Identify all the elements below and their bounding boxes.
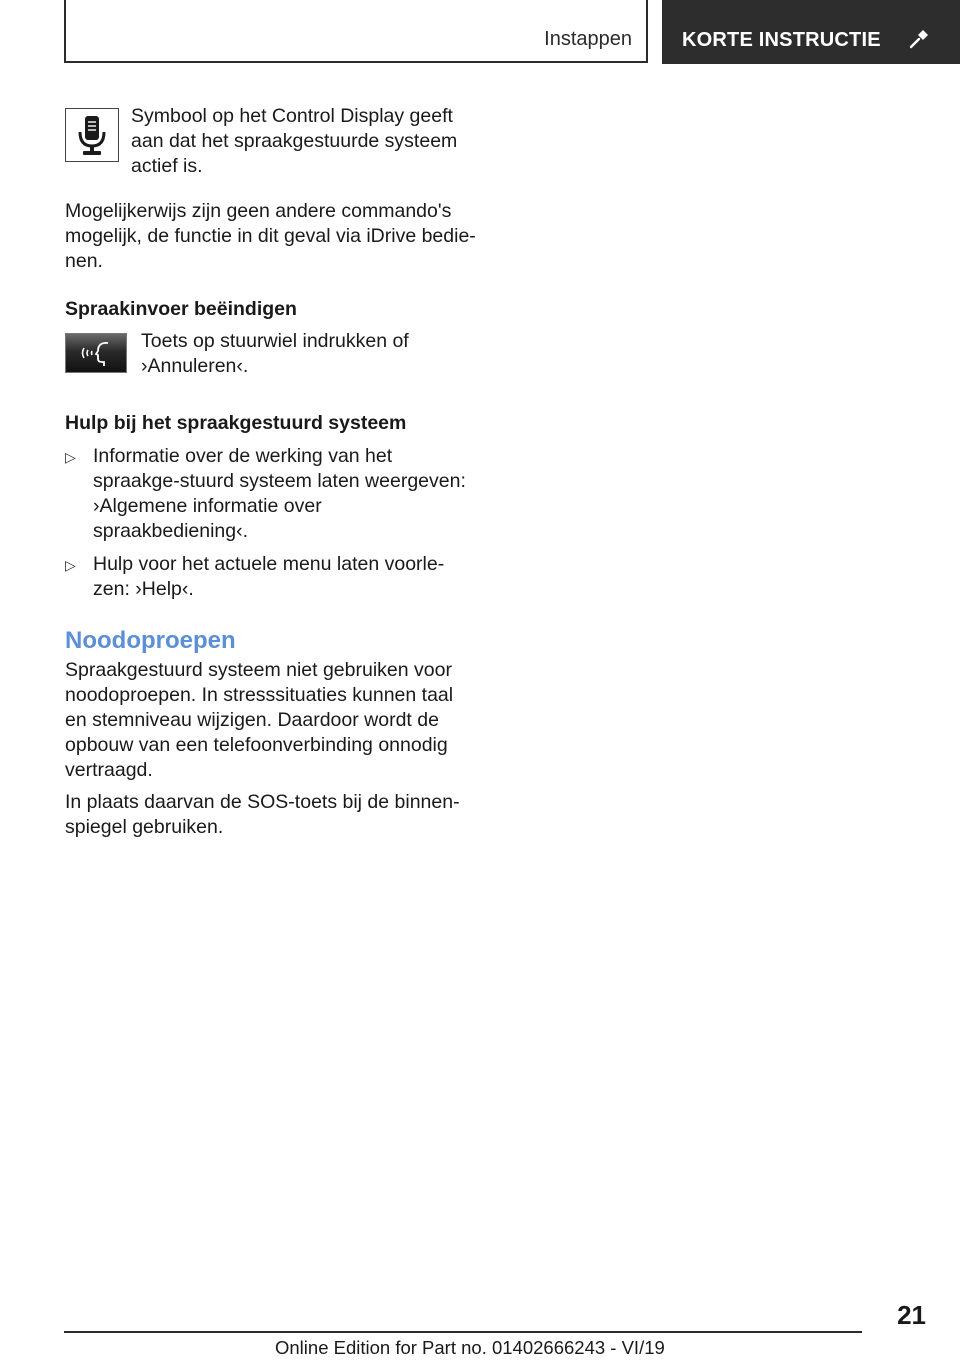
footer-edition: Online Edition for Part no. 01402666243 - VI/19 [275, 1337, 665, 1358]
section-label: Instappen [544, 28, 632, 50]
page-content [65, 104, 477, 840]
microphone-icon [65, 108, 119, 162]
page-number: 21 [897, 1300, 926, 1330]
chapter-tab [662, 0, 960, 64]
heading-emergency-calls: Noodoproepen [65, 627, 236, 654]
footer-divider [64, 1331, 862, 1333]
help-item-text: Hulp voor het actuele menu laten voorle-zen: ›Help‹. [93, 553, 445, 600]
header-frame [64, 0, 648, 63]
paragraph-emergency: Spraakgestuurd systeem niet gebruiken voor noodoproepen. In stresssituaties kunnen taal en stemniveau wijzigen. Daardoor wordt de opbouw van een telefoonverbinding onnodig vertraagd. [65, 659, 454, 781]
mic-note-text: Symbool op het Control Display geeft aan dat het spraakgestuurde systeem actief is. [131, 105, 458, 177]
paragraph-sos-button: In plaats daarvan de SOS-toets bij de binnen-spiegel gebruiken. [65, 791, 460, 838]
paragraph-commands: Mogelijkerwijs zijn geen andere commando's mogelijk, de functie in dit geval via iDrive bedie-nen. [65, 200, 476, 272]
triangle-right-icon: ▷ [65, 557, 76, 573]
chapter-title: KORTE INSTRUCTIE [682, 29, 881, 51]
help-item-text: Informatie over de werking van het spraakge-stuurd systeem laten weergeven: ›Algemene informatie over spraakbediening‹. [93, 445, 466, 542]
voice-command-button-icon [65, 333, 127, 373]
heading-end-voice-input: Spraakinvoer beëindigen [65, 298, 297, 320]
mic-note-row [65, 104, 477, 179]
triangle-right-icon: ▷ [65, 449, 76, 465]
wrench-icon [909, 29, 929, 49]
heading-help: Hulp bij het spraakgestuurd systeem [65, 412, 407, 434]
end-voice-row [65, 332, 477, 379]
list-item [65, 552, 477, 602]
end-voice-text: Toets op stuurwiel indrukken of ›Annuleren‹. [141, 330, 409, 377]
list-item [65, 444, 477, 544]
